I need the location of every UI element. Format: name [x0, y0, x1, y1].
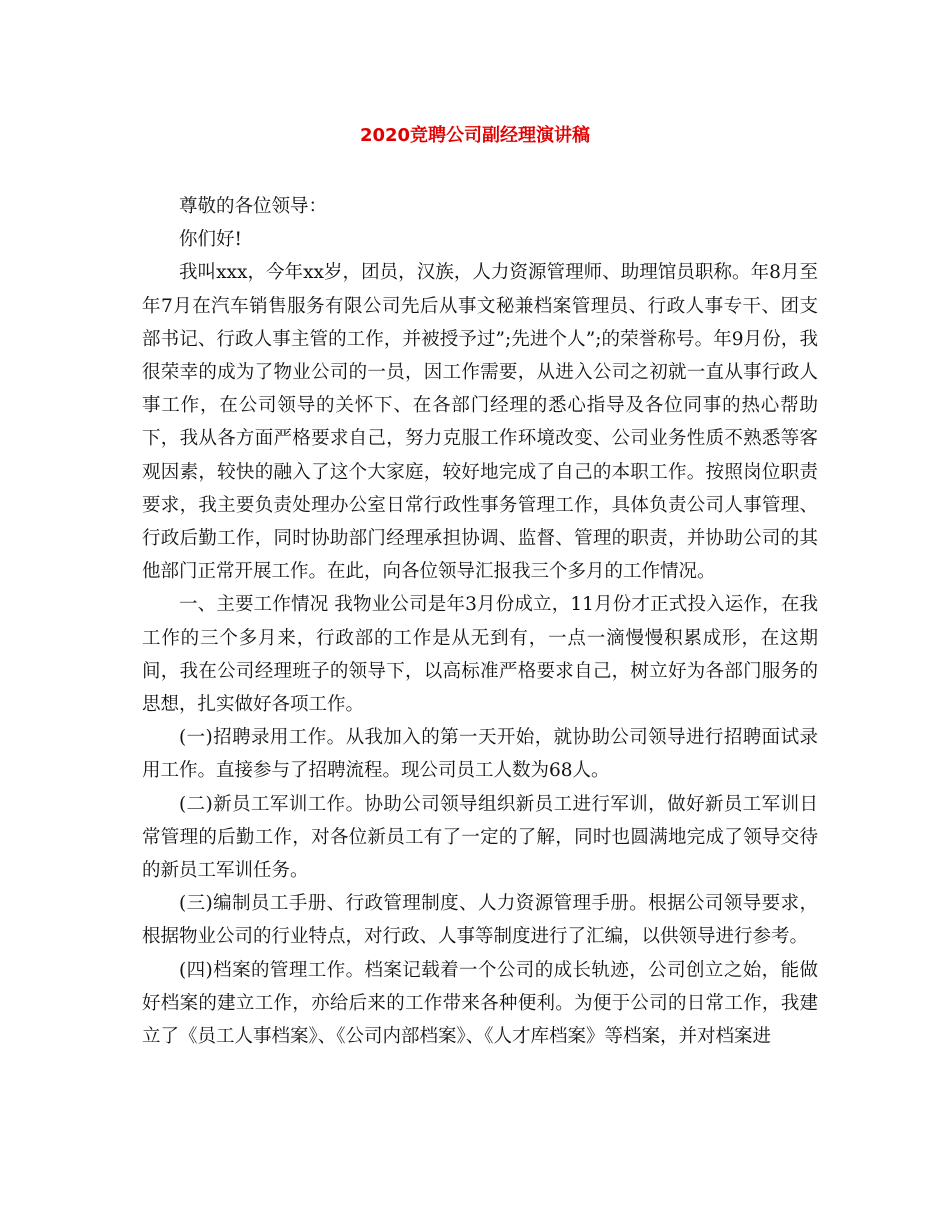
- work-overview-paragraph: 一、主要工作情况 我物业公司是年3月份成立，11月份才正式投入运作，在我工作的三个多月来，行政部的工作是从无到有，一点一滴慢慢积累成形，在这期间，我在公司经理班子的领导下，以高标准严格要求自己，树立好为各部门服务的思想，扎实做好各项工作。: [142, 594, 818, 716]
- intro-paragraph: 我叫xxx，今年xx岁，团员，汉族，人力资源管理师、助理馆员职称。年8月至年7月在汽车销售服务有限公司先后从事文秘兼档案管理员、行政人事专干、团支部书记、行政人事主管的工作，并被授予过”;先进个人”;的荣誉称号。年9月份，我很荣幸的成为了物业公司的一员，因工作需要，从进入公司之初就一直从事行政人事工作，在公司领导的关怀下、在各部门经理的悉心指导及各位同事的热心帮助下，我从各方面严格要求自己，努力克服工作环境改变、公司业务性质不熟悉等客观因素，较快的融入了这个大家庭，较好地完成了自己的本职工作。按照岗位职责要求，我主要负责处理办公室日常行政性事务管理工作，具体负责公司人事管理、行政后勤工作，同时协助部门经理承担协调、监督、管理的职责，并协助公司的其他部门正常开展工作。在此，向各位领导汇报我三个多月的工作情况。: [142, 262, 818, 583]
- handbook-paragraph: (三)编制员工手册、行政管理制度、人力资源管理手册。根据公司领导要求，根据物业公司的行业特点，对行政、人事等制度进行了汇编，以供领导进行参考。: [142, 893, 818, 948]
- document-body: [142, 190, 818, 1053]
- greeting-paragraph: 尊敬的各位领导：: [179, 196, 328, 217]
- recruitment-paragraph: (一)招聘录用工作。从我加入的第一天开始，就协助公司领导进行招聘面试录用工作。直接参与了招聘流程。现公司员工人数为68人。: [142, 727, 818, 782]
- document-title: 2020竞聘公司副经理演讲稿: [359, 125, 591, 146]
- training-paragraph: (二)新员工军训工作。协助公司领导组织新员工进行军训，做好新员工军训日常管理的后勤工作，对各位新员工有了一定的了解，同时也圆满地完成了领导交待的新员工军训任务。: [142, 793, 818, 882]
- salutation-paragraph: 你们好!: [179, 229, 242, 251]
- archive-paragraph: (四)档案的管理工作。档案记载着一个公司的成长轨迹，公司创立之始，能做好档案的建立工作，亦给后来的工作带来各种便利。为便于公司的日常工作，我建立了《员工人事档案》、《公司内部档案》、《人才库档案》等档案，并对档案进: [142, 959, 818, 1048]
